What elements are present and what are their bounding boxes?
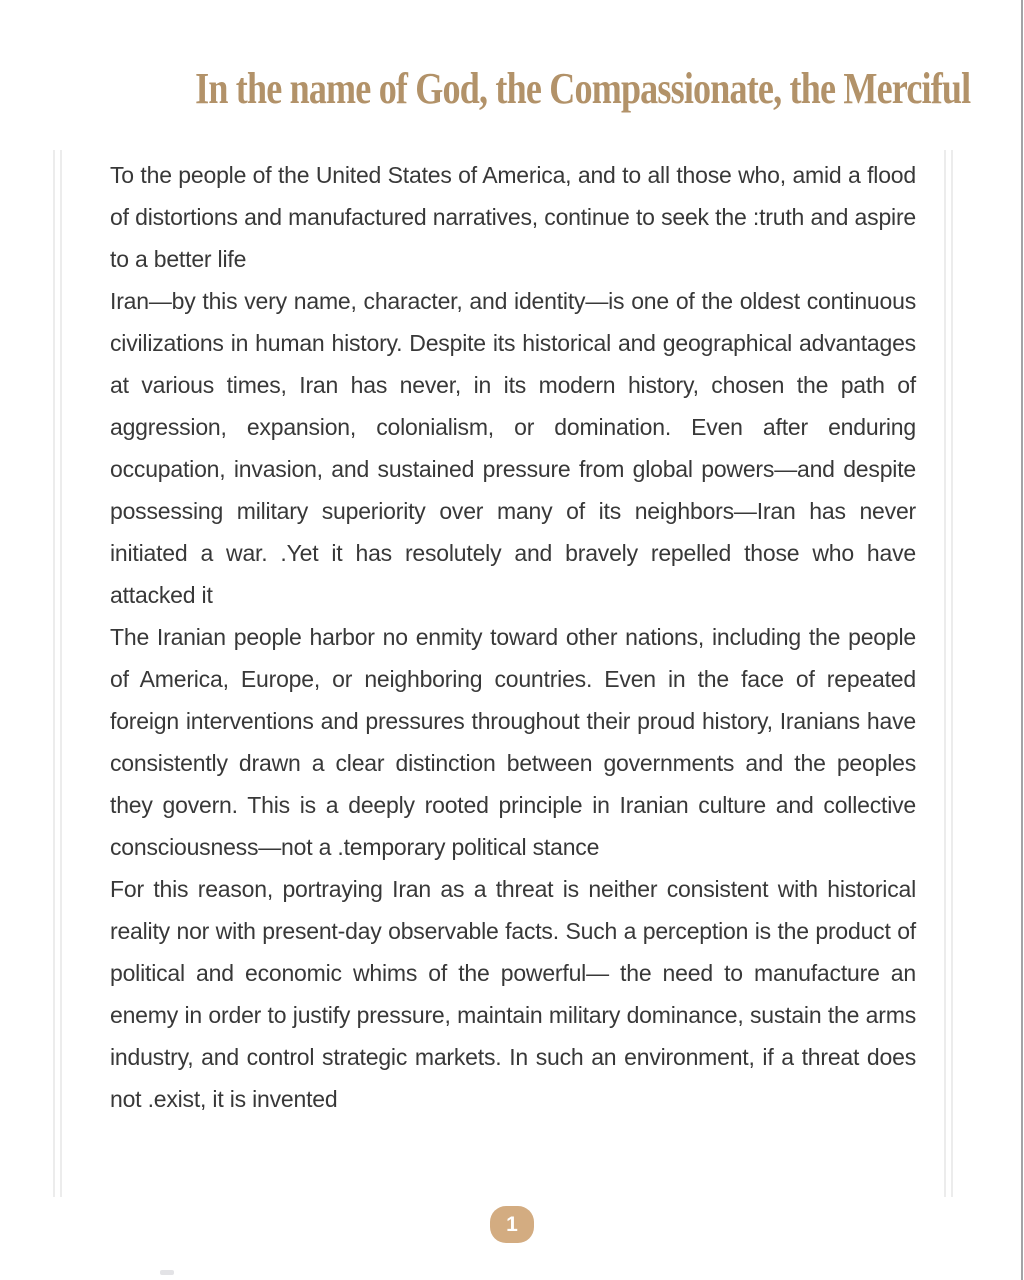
page-edge-line-right-inner bbox=[944, 150, 946, 1197]
letter-body bbox=[110, 154, 916, 1120]
page-number: 1 bbox=[506, 1212, 518, 1236]
next-page-fragment bbox=[160, 1270, 174, 1275]
page-edge-line-right-outer bbox=[951, 150, 953, 1197]
page-title bbox=[110, 64, 971, 114]
paragraph-iranian-people: The Iranian people harbor no enmity toward other nations, including the people of America, Europe, or neighboring countries. Even in the face of repeated foreign interventions and pressures throughout their proud history, Iranians have consistently drawn a clear distinction between governments and the peoples they govern. This is a deeply rooted principle in Iranian culture and collective consciousness—not a .temporary political stance bbox=[110, 624, 916, 860]
page-number-badge bbox=[490, 1206, 534, 1243]
page-title-text: In the name of God, the Compassionate, the Merciful bbox=[195, 64, 971, 113]
page-content bbox=[110, 64, 971, 1120]
paragraph-iran-history: Iran—by this very name, character, and identity—is one of the oldest continuous civilizations in human history. Despite its historical and geographical advantages at various times, Iran has never, in its modern history, chosen the path of aggression, expansion, colonialism, or domination. Even after enduring occupation, invasion, and sustained pressure from global powers—and despite possessing military superiority over many of its neighbors—Iran has never initiated a war. .Yet it has resolutely and bravely repelled those who have attacked it bbox=[110, 288, 916, 608]
page-edge-line-left-inner bbox=[60, 150, 62, 1197]
paragraph-threat-perception: For this reason, portraying Iran as a threat is neither consistent with historical reality nor with present-day observable facts. Such a perception is the product of political and economic whims of the powerful— the need to manufacture an enemy in order to justify pressure, maintain military dominance, sustain the arms industry, and control strategic markets. In such an environment, if a threat does not .exist, it is invented bbox=[110, 876, 916, 1112]
viewport-right-border bbox=[1021, 0, 1023, 1280]
page-edge-line-left-outer bbox=[53, 150, 55, 1197]
paragraph-salutation: To the people of the United States of America, and to all those who, amid a flood of distortions and manufactured narratives, continue to seek the :truth and aspire to a better life bbox=[110, 162, 916, 272]
